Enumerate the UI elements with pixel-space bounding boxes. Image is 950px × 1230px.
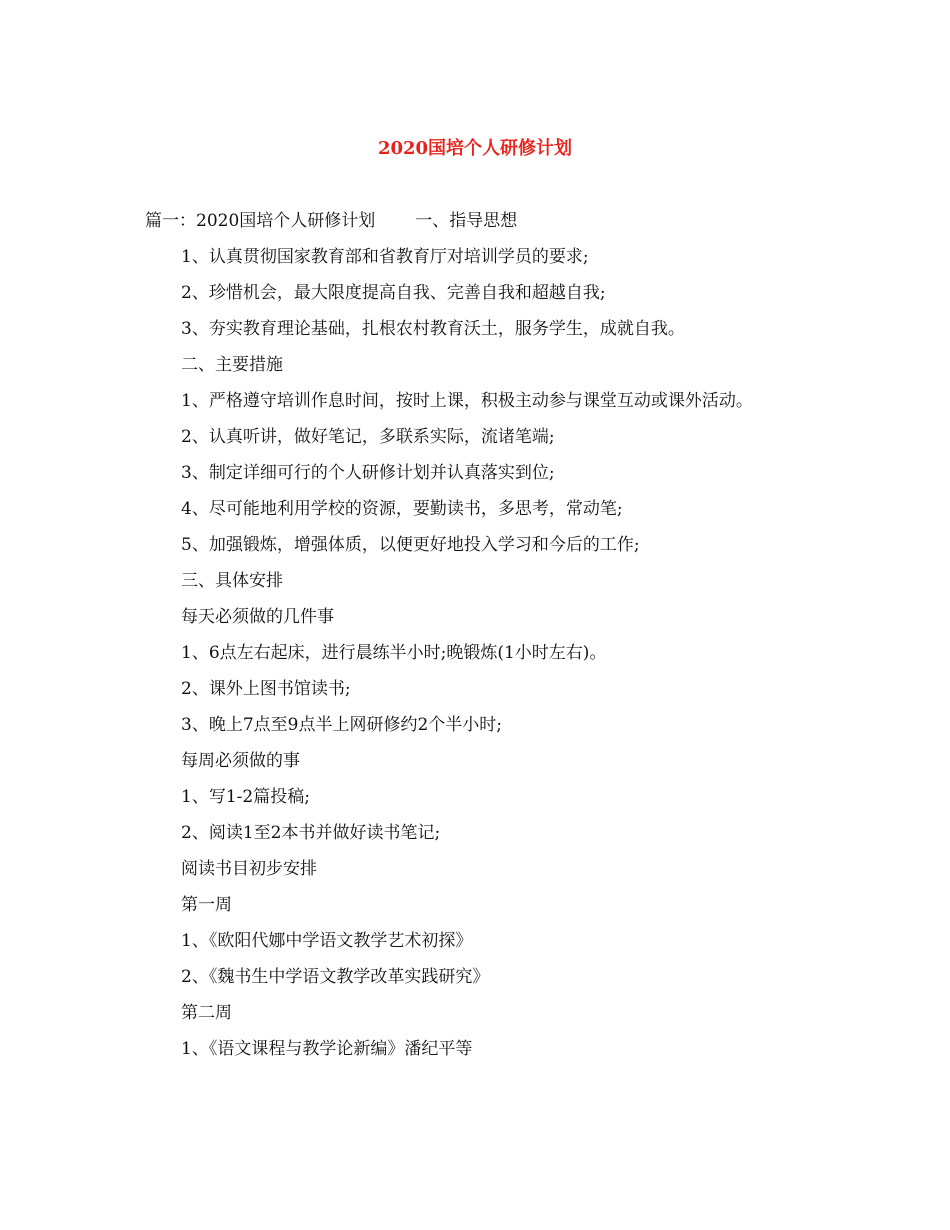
text-line: 阅读书目初步安排 xyxy=(181,859,317,879)
lead-line xyxy=(145,209,845,233)
text-line: 1、写1-2篇投稿; xyxy=(181,787,310,807)
text-line: 1、《欧阳代娜中学语文教学艺术初探》 xyxy=(181,931,473,951)
text-line: 2、珍惜机会，最大限度提高自我、完善自我和超越自我; xyxy=(181,283,606,303)
text-line: 二、主要措施 xyxy=(181,355,283,375)
text-line: 第二周 xyxy=(181,1003,232,1023)
text-line: 3、制定详细可行的个人研修计划并认真落实到位; xyxy=(181,463,555,483)
lead-part-label: 篇一：2020国培个人研修计划 xyxy=(145,211,376,231)
text-line: 每天必须做的几件事 xyxy=(181,607,334,627)
lead-section-heading: 一、指导思想 xyxy=(415,211,518,231)
text-line: 三、具体安排 xyxy=(181,571,283,591)
document-title: 2020国培个人研修计划 xyxy=(377,138,573,159)
text-line: 3、夯实教育理论基础，扎根农村教育沃土，服务学生，成就自我。 xyxy=(181,319,685,339)
text-line: 每周必须做的事 xyxy=(181,751,300,771)
text-line: 2、认真听讲，做好笔记，多联系实际，流诸笔端; xyxy=(181,427,555,447)
text-line: 2、课外上图书馆读书; xyxy=(181,679,351,699)
text-line: 1、6点左右起床，进行晨练半小时;晚锻炼(1小时左右)。 xyxy=(181,643,607,663)
text-line: 5、加强锻炼，增强体质，以便更好地投入学习和今后的工作; xyxy=(181,535,640,555)
text-line: 4、尽可能地利用学校的资源，要勤读书，多思考，常动笔; xyxy=(181,499,623,519)
document-body xyxy=(181,245,881,1073)
text-line: 1、认真贯彻国家教育部和省教育厅对培训学员的要求; xyxy=(181,247,589,267)
text-line: 3、晚上7点至9点半上网研修约2个半小时; xyxy=(181,715,502,735)
text-line: 2、《魏书生中学语文教学改革实践研究》 xyxy=(181,967,490,987)
text-line: 1、严格遵守培训作息时间，按时上课，积极主动参与课堂互动或课外活动。 xyxy=(181,391,753,411)
text-line: 第一周 xyxy=(181,895,232,915)
text-line: 1、《语文课程与教学论新编》潘纪平等 xyxy=(181,1039,473,1059)
text-line: 2、阅读1至2本书并做好读书笔记; xyxy=(181,823,441,843)
